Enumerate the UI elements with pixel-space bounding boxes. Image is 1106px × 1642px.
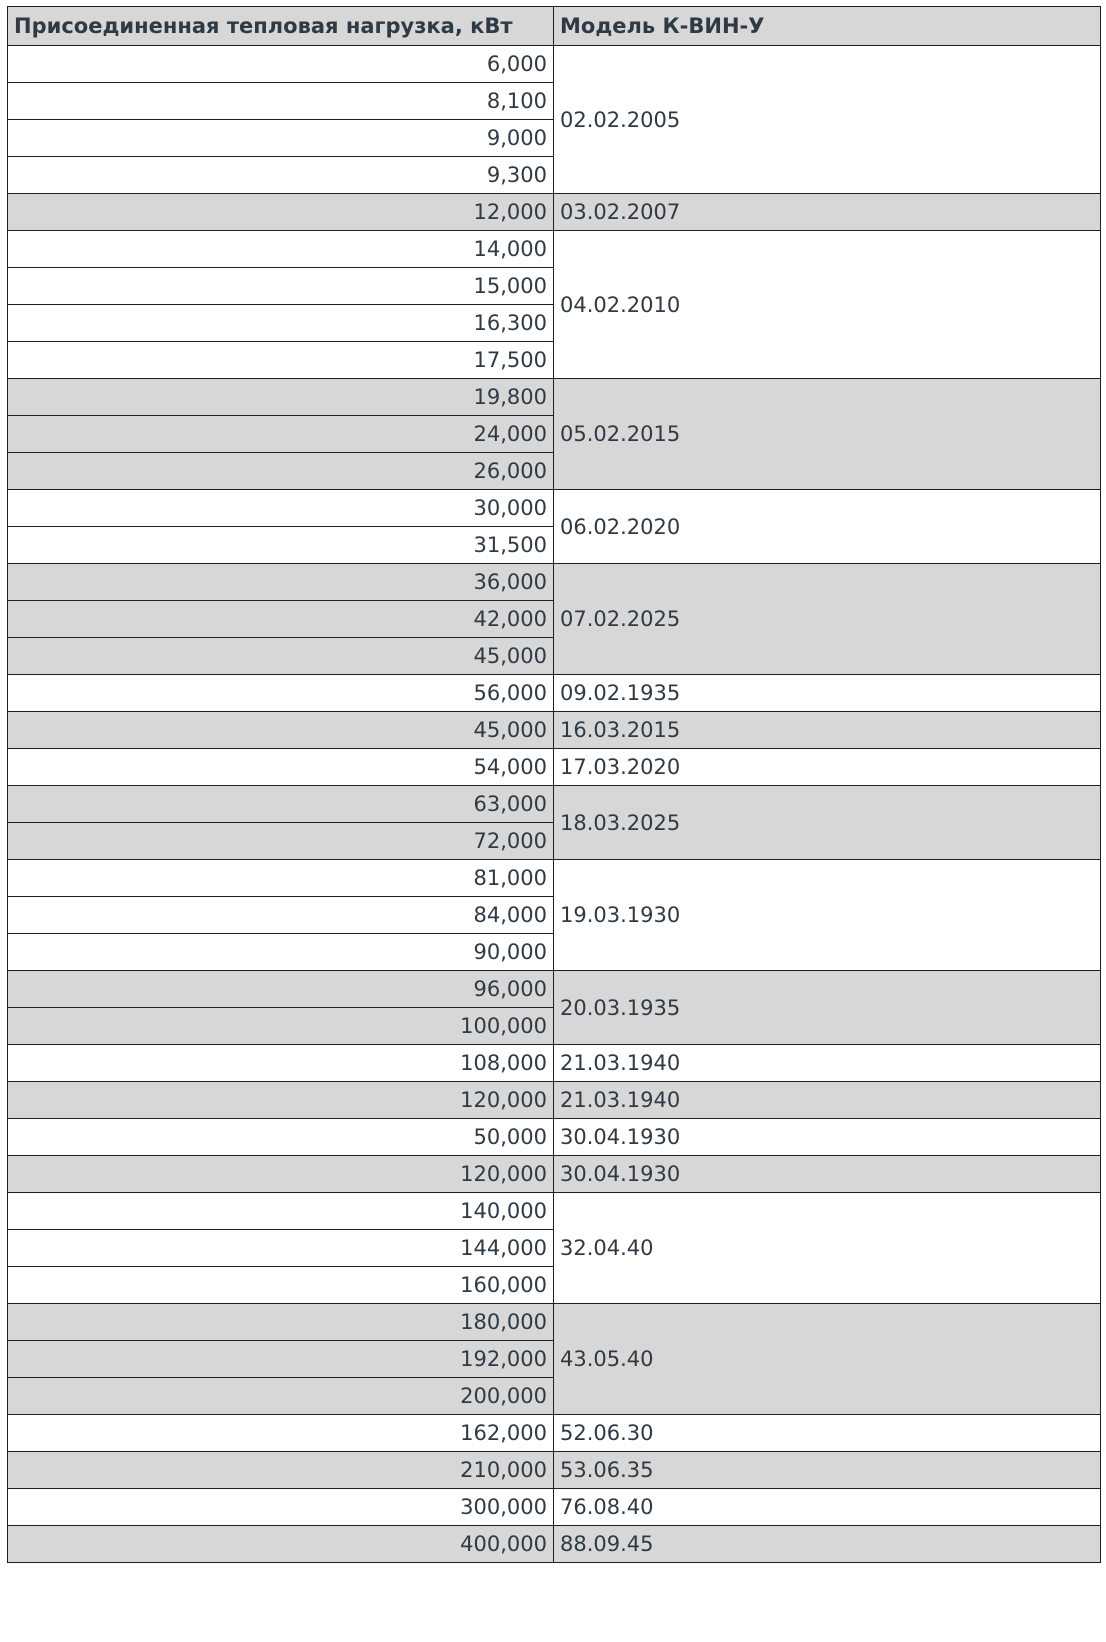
load-cell: 210,000	[8, 1452, 554, 1489]
model-cell: 19.03.1930	[554, 860, 1101, 971]
load-cell: 6,000	[8, 46, 554, 83]
load-cell: 108,000	[8, 1045, 554, 1082]
load-cell: 12,000	[8, 194, 554, 231]
load-cell: 19,800	[8, 379, 554, 416]
table-row	[8, 1415, 1101, 1452]
load-cell: 16,300	[8, 305, 554, 342]
model-cell: 21.03.1940	[554, 1045, 1101, 1082]
model-cell: 43.05.40	[554, 1304, 1101, 1415]
model-cell: 04.02.2010	[554, 231, 1101, 379]
load-cell: 192,000	[8, 1341, 554, 1378]
load-cell: 81,000	[8, 860, 554, 897]
load-cell: 42,000	[8, 601, 554, 638]
table-row	[8, 564, 1101, 601]
table-row	[8, 1452, 1101, 1489]
load-cell: 140,000	[8, 1193, 554, 1230]
load-cell: 15,000	[8, 268, 554, 305]
table-row	[8, 1156, 1101, 1193]
load-cell: 31,500	[8, 527, 554, 564]
model-cell: 07.02.2025	[554, 564, 1101, 675]
load-cell: 144,000	[8, 1230, 554, 1267]
table-row	[8, 749, 1101, 786]
load-cell: 50,000	[8, 1119, 554, 1156]
table-row	[8, 1489, 1101, 1526]
table-body	[8, 46, 1101, 1563]
model-cell: 30.04.1930	[554, 1119, 1101, 1156]
load-cell: 30,000	[8, 490, 554, 527]
load-cell: 180,000	[8, 1304, 554, 1341]
table-row	[8, 1304, 1101, 1341]
load-cell: 120,000	[8, 1156, 554, 1193]
load-cell: 24,000	[8, 416, 554, 453]
load-cell: 8,100	[8, 83, 554, 120]
load-cell: 100,000	[8, 1008, 554, 1045]
model-cell: 05.02.2015	[554, 379, 1101, 490]
load-cell: 17,500	[8, 342, 554, 379]
load-cell: 90,000	[8, 934, 554, 971]
model-cell: 88.09.45	[554, 1526, 1101, 1563]
table-row	[8, 786, 1101, 823]
model-cell: 16.03.2015	[554, 712, 1101, 749]
load-cell: 400,000	[8, 1526, 554, 1563]
header-load: Присоединенная тепловая нагрузка, кВт	[8, 7, 554, 46]
load-cell: 63,000	[8, 786, 554, 823]
table-row	[8, 46, 1101, 83]
model-cell: 17.03.2020	[554, 749, 1101, 786]
table-row	[8, 1526, 1101, 1563]
load-cell: 26,000	[8, 453, 554, 490]
table-row	[8, 231, 1101, 268]
table-row	[8, 379, 1101, 416]
model-cell: 21.03.1940	[554, 1082, 1101, 1119]
table-row	[8, 1119, 1101, 1156]
load-cell: 160,000	[8, 1267, 554, 1304]
table-row	[8, 1045, 1101, 1082]
load-cell: 96,000	[8, 971, 554, 1008]
model-cell: 32.04.40	[554, 1193, 1101, 1304]
load-cell: 162,000	[8, 1415, 554, 1452]
table-row	[8, 490, 1101, 527]
load-cell: 54,000	[8, 749, 554, 786]
load-cell: 56,000	[8, 675, 554, 712]
load-cell: 200,000	[8, 1378, 554, 1415]
load-cell: 14,000	[8, 231, 554, 268]
model-cell: 53.06.35	[554, 1452, 1101, 1489]
load-cell: 45,000	[8, 712, 554, 749]
header-model: Модель К-ВИН-У	[554, 7, 1101, 46]
model-cell: 20.03.1935	[554, 971, 1101, 1045]
table-row	[8, 860, 1101, 897]
header-row	[8, 7, 1101, 46]
table-row	[8, 1193, 1101, 1230]
table-row	[8, 712, 1101, 749]
table-row	[8, 1082, 1101, 1119]
load-cell: 72,000	[8, 823, 554, 860]
load-cell: 9,300	[8, 157, 554, 194]
model-cell: 06.02.2020	[554, 490, 1101, 564]
model-cell: 52.06.30	[554, 1415, 1101, 1452]
model-cell: 02.02.2005	[554, 46, 1101, 194]
heat-load-table	[7, 6, 1101, 1563]
load-cell: 84,000	[8, 897, 554, 934]
model-cell: 03.02.2007	[554, 194, 1101, 231]
model-cell: 76.08.40	[554, 1489, 1101, 1526]
model-cell: 30.04.1930	[554, 1156, 1101, 1193]
load-cell: 9,000	[8, 120, 554, 157]
table-row	[8, 971, 1101, 1008]
table-row	[8, 675, 1101, 712]
load-cell: 36,000	[8, 564, 554, 601]
load-cell: 120,000	[8, 1082, 554, 1119]
load-cell: 300,000	[8, 1489, 554, 1526]
model-cell: 18.03.2025	[554, 786, 1101, 860]
model-cell: 09.02.1935	[554, 675, 1101, 712]
table-row	[8, 194, 1101, 231]
load-cell: 45,000	[8, 638, 554, 675]
